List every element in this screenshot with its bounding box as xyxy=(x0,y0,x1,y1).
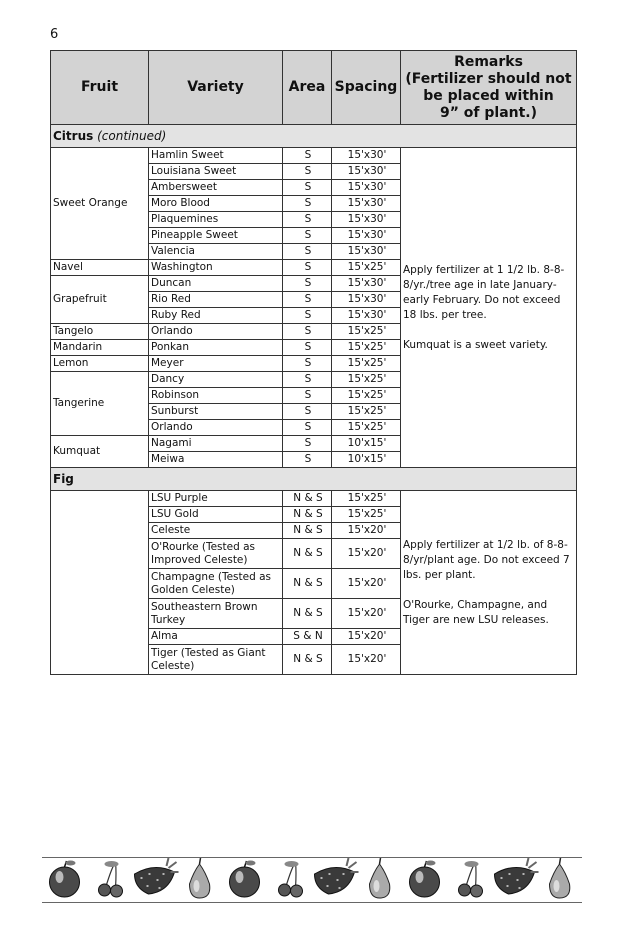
spacing-cell: 15'x30' xyxy=(332,164,401,180)
area-cell: S xyxy=(283,292,332,308)
apple-icon xyxy=(230,861,260,898)
fruit-cell: Kumquat xyxy=(51,436,149,468)
spacing-cell: 15'x20' xyxy=(332,539,401,569)
section-title xyxy=(51,125,577,148)
header-remarks-line: (Fertilizer should not xyxy=(405,70,572,87)
variety-cell: Moro Blood xyxy=(149,196,283,212)
fruit-illustration-band xyxy=(42,858,582,902)
pear-icon xyxy=(370,858,390,898)
fruit-cell: Tangerine xyxy=(51,372,149,436)
area-cell: S xyxy=(283,164,332,180)
area-cell: S xyxy=(283,276,332,292)
header-remarks-line: Remarks xyxy=(454,53,523,70)
strawberry-icon xyxy=(495,858,539,894)
remarks-cell xyxy=(401,148,577,468)
page-number: 6 xyxy=(50,27,59,42)
header-remarks-line: be placed within xyxy=(423,87,554,104)
spacing-cell: 15'x20' xyxy=(332,523,401,539)
area-cell: N & S xyxy=(283,507,332,523)
strawberry-icon xyxy=(315,858,359,894)
spacing-cell: 15'x25' xyxy=(332,507,401,523)
spacing-cell: 15'x20' xyxy=(332,569,401,599)
area-cell: N & S xyxy=(283,645,332,675)
spacing-cell: 15'x30' xyxy=(332,276,401,292)
variety-cell: Dancy xyxy=(149,372,283,388)
variety-cell: Orlando xyxy=(149,420,283,436)
spacing-cell: 15'x25' xyxy=(332,324,401,340)
strawberry-icon xyxy=(135,858,179,894)
area-cell: S xyxy=(283,436,332,452)
variety-cell: Sunburst xyxy=(149,404,283,420)
area-cell: N & S xyxy=(283,599,332,629)
spacing-cell: 15'x20' xyxy=(332,599,401,629)
area-cell: S xyxy=(283,404,332,420)
variety-cell: Plaquemines xyxy=(149,212,283,228)
spacing-cell: 15'x25' xyxy=(332,340,401,356)
variety-cell: Meyer xyxy=(149,356,283,372)
table-row xyxy=(51,491,577,507)
variety-cell: Ponkan xyxy=(149,340,283,356)
pear-icon xyxy=(550,858,570,898)
area-cell: S xyxy=(283,308,332,324)
area-cell: S xyxy=(283,260,332,276)
cherries-icon xyxy=(99,861,123,897)
area-cell: S xyxy=(283,340,332,356)
table-row xyxy=(51,148,577,164)
spacing-cell: 15'x30' xyxy=(332,212,401,228)
spacing-cell: 15'x30' xyxy=(332,244,401,260)
header-remarks xyxy=(401,51,577,125)
header-variety: Variety xyxy=(149,51,283,125)
pear-icon xyxy=(190,858,210,898)
area-cell: S xyxy=(283,196,332,212)
apple-icon xyxy=(410,861,440,898)
area-cell: S xyxy=(283,452,332,468)
section-name: Citrus xyxy=(53,128,94,143)
variety-cell: Duncan xyxy=(149,276,283,292)
variety-cell: Celeste xyxy=(149,523,283,539)
cherries-icon xyxy=(459,861,483,897)
footer-rule-bottom xyxy=(42,902,582,903)
area-cell: N & S xyxy=(283,569,332,599)
header-spacing: Spacing xyxy=(332,51,401,125)
variety-cell: Valencia xyxy=(149,244,283,260)
header-fruit: Fruit xyxy=(51,51,149,125)
header-area: Area xyxy=(283,51,332,125)
area-cell: S xyxy=(283,148,332,164)
fruit-variety-table xyxy=(50,50,577,675)
spacing-cell: 15'x20' xyxy=(332,645,401,675)
spacing-cell: 10'x15' xyxy=(332,452,401,468)
remarks-text: Apply fertilizer at 1/2 lb. of 8-8-8/yr/plant age. Do not exceed 7 lbs. per plant. xyxy=(403,538,570,581)
apple-icon xyxy=(50,861,80,898)
remarks-text: Apply fertilizer at 1 1/2 lb. 8-8-8/yr./tree age in late January-early February. Do not exceed 18 lbs. per tree. xyxy=(403,263,565,321)
spacing-cell: 15'x25' xyxy=(332,260,401,276)
area-cell: N & S xyxy=(283,539,332,569)
variety-cell: Meiwa xyxy=(149,452,283,468)
area-cell: S xyxy=(283,372,332,388)
variety-cell: Ruby Red xyxy=(149,308,283,324)
variety-cell: Tiger (Tested as Giant Celeste) xyxy=(149,645,283,675)
section-note: (continued) xyxy=(97,128,167,143)
fruit-cell: Lemon xyxy=(51,356,149,372)
remarks-text: Kumquat is a sweet variety. xyxy=(403,338,548,351)
spacing-cell: 15'x25' xyxy=(332,372,401,388)
area-cell: S xyxy=(283,228,332,244)
spacing-cell: 15'x20' xyxy=(332,629,401,645)
variety-cell: Pineapple Sweet xyxy=(149,228,283,244)
spacing-cell: 15'x30' xyxy=(332,148,401,164)
section-row-citrus xyxy=(51,125,577,148)
fruit-cell: Tangelo xyxy=(51,324,149,340)
spacing-cell: 15'x25' xyxy=(332,404,401,420)
spacing-cell: 15'x30' xyxy=(332,196,401,212)
remarks-cell xyxy=(401,491,577,675)
area-cell: S xyxy=(283,356,332,372)
variety-cell: Orlando xyxy=(149,324,283,340)
area-cell: S xyxy=(283,324,332,340)
table-header-row xyxy=(51,51,577,125)
fruit-cell: Sweet Orange xyxy=(51,148,149,260)
spacing-cell: 15'x30' xyxy=(332,308,401,324)
spacing-cell: 15'x30' xyxy=(332,292,401,308)
variety-cell: Southeastern Brown Turkey xyxy=(149,599,283,629)
area-cell: S & N xyxy=(283,629,332,645)
section-name: Fig xyxy=(53,471,74,486)
spacing-cell: 15'x25' xyxy=(332,420,401,436)
fruit-cell: Grapefruit xyxy=(51,276,149,324)
section-title xyxy=(51,468,577,491)
spacing-cell: 15'x30' xyxy=(332,180,401,196)
variety-cell: Louisiana Sweet xyxy=(149,164,283,180)
area-cell: S xyxy=(283,388,332,404)
area-cell: S xyxy=(283,244,332,260)
variety-cell: O'Rourke (Tested as Improved Celeste) xyxy=(149,539,283,569)
remarks-text: O'Rourke, Champagne, and Tiger are new LSU releases. xyxy=(403,598,549,626)
spacing-cell: 15'x30' xyxy=(332,228,401,244)
area-cell: S xyxy=(283,212,332,228)
variety-cell: LSU Purple xyxy=(149,491,283,507)
header-remarks-line: 9” of plant.) xyxy=(439,104,538,121)
spacing-cell: 15'x25' xyxy=(332,388,401,404)
cherries-icon xyxy=(279,861,303,897)
variety-cell: Champagne (Tested as Golden Celeste) xyxy=(149,569,283,599)
variety-cell: Alma xyxy=(149,629,283,645)
section-row-fig xyxy=(51,468,577,491)
area-cell: S xyxy=(283,180,332,196)
variety-cell: Nagami xyxy=(149,436,283,452)
area-cell: S xyxy=(283,420,332,436)
variety-cell: Rio Red xyxy=(149,292,283,308)
spacing-cell: 15'x25' xyxy=(332,491,401,507)
fruit-cell: Navel xyxy=(51,260,149,276)
fruit-cell: Mandarin xyxy=(51,340,149,356)
area-cell: N & S xyxy=(283,523,332,539)
variety-cell: LSU Gold xyxy=(149,507,283,523)
area-cell: N & S xyxy=(283,491,332,507)
variety-cell: Ambersweet xyxy=(149,180,283,196)
fruit-cell xyxy=(51,491,149,675)
spacing-cell: 10'x15' xyxy=(332,436,401,452)
variety-cell: Robinson xyxy=(149,388,283,404)
spacing-cell: 15'x25' xyxy=(332,356,401,372)
variety-cell: Washington xyxy=(149,260,283,276)
variety-cell: Hamlin Sweet xyxy=(149,148,283,164)
